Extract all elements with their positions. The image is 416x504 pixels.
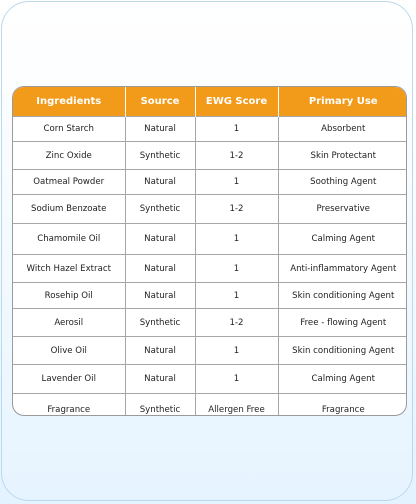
cell-source: Natural bbox=[125, 117, 195, 142]
cell-primary-use: Soothing Agent bbox=[278, 170, 407, 195]
cell-source: Synthetic bbox=[125, 142, 195, 170]
cell-source: Natural bbox=[125, 224, 195, 255]
header-primary-use: Primary Use bbox=[278, 87, 407, 117]
cell-ewg-score: 1-2 bbox=[195, 309, 278, 337]
cell-ewg-score: 1 bbox=[195, 117, 278, 142]
cell-ingredient: Chamomile Oil bbox=[13, 224, 125, 255]
cell-primary-use: Skin conditioning Agent bbox=[278, 337, 407, 365]
table-row bbox=[13, 283, 407, 309]
cell-ewg-score: 1 bbox=[195, 170, 278, 195]
table-row bbox=[13, 224, 407, 255]
table-row bbox=[13, 170, 407, 195]
cell-ingredient: Lavender Oil bbox=[13, 365, 125, 394]
cell-primary-use: Free - flowing Agent bbox=[278, 309, 407, 337]
table-row bbox=[13, 142, 407, 170]
table-row bbox=[13, 365, 407, 394]
cell-primary-use: Skin Protectant bbox=[278, 142, 407, 170]
background-card bbox=[1, 1, 413, 501]
cell-ingredient: Corn Starch bbox=[13, 117, 125, 142]
header-ingredients: Ingredients bbox=[13, 87, 125, 117]
table-row bbox=[13, 255, 407, 283]
cell-primary-use: Fragrance bbox=[278, 394, 407, 417]
cell-primary-use: Absorbent bbox=[278, 117, 407, 142]
cell-ingredient: Zinc Oxide bbox=[13, 142, 125, 170]
cell-ewg-score: 1-2 bbox=[195, 142, 278, 170]
cell-ingredient: Aerosil bbox=[13, 309, 125, 337]
cell-primary-use: Calming Agent bbox=[278, 224, 407, 255]
cell-source: Synthetic bbox=[125, 394, 195, 417]
table-row bbox=[13, 309, 407, 337]
cell-ewg-score: Allergen Free bbox=[195, 394, 278, 417]
ingredients-table-container bbox=[12, 86, 407, 416]
cell-primary-use: Skin conditioning Agent bbox=[278, 283, 407, 309]
cell-ingredient: Olive Oil bbox=[13, 337, 125, 365]
table-row bbox=[13, 195, 407, 224]
ingredients-table bbox=[13, 87, 407, 416]
table-row bbox=[13, 117, 407, 142]
cell-ingredient: Witch Hazel Extract bbox=[13, 255, 125, 283]
cell-source: Synthetic bbox=[125, 309, 195, 337]
cell-ingredient: Fragrance bbox=[13, 394, 125, 417]
table-row bbox=[13, 337, 407, 365]
table-row bbox=[13, 394, 407, 417]
cell-primary-use: Anti-inflammatory Agent bbox=[278, 255, 407, 283]
cell-source: Natural bbox=[125, 170, 195, 195]
cell-primary-use: Preservative bbox=[278, 195, 407, 224]
cell-source: Synthetic bbox=[125, 195, 195, 224]
header-ewg-score: EWG Score bbox=[195, 87, 278, 117]
cell-ewg-score: 1 bbox=[195, 283, 278, 309]
cell-ewg-score: 1-2 bbox=[195, 195, 278, 224]
cell-source: Natural bbox=[125, 365, 195, 394]
cell-source: Natural bbox=[125, 337, 195, 365]
cell-ewg-score: 1 bbox=[195, 337, 278, 365]
cell-ingredient: Sodium Benzoate bbox=[13, 195, 125, 224]
cell-ewg-score: 1 bbox=[195, 365, 278, 394]
cell-ewg-score: 1 bbox=[195, 224, 278, 255]
header-source: Source bbox=[125, 87, 195, 117]
cell-source: Natural bbox=[125, 255, 195, 283]
cell-ingredient: Rosehip Oil bbox=[13, 283, 125, 309]
cell-source: Natural bbox=[125, 283, 195, 309]
cell-primary-use: Calming Agent bbox=[278, 365, 407, 394]
table-header-row bbox=[13, 87, 407, 117]
cell-ewg-score: 1 bbox=[195, 255, 278, 283]
cell-ingredient: Oatmeal Powder bbox=[13, 170, 125, 195]
